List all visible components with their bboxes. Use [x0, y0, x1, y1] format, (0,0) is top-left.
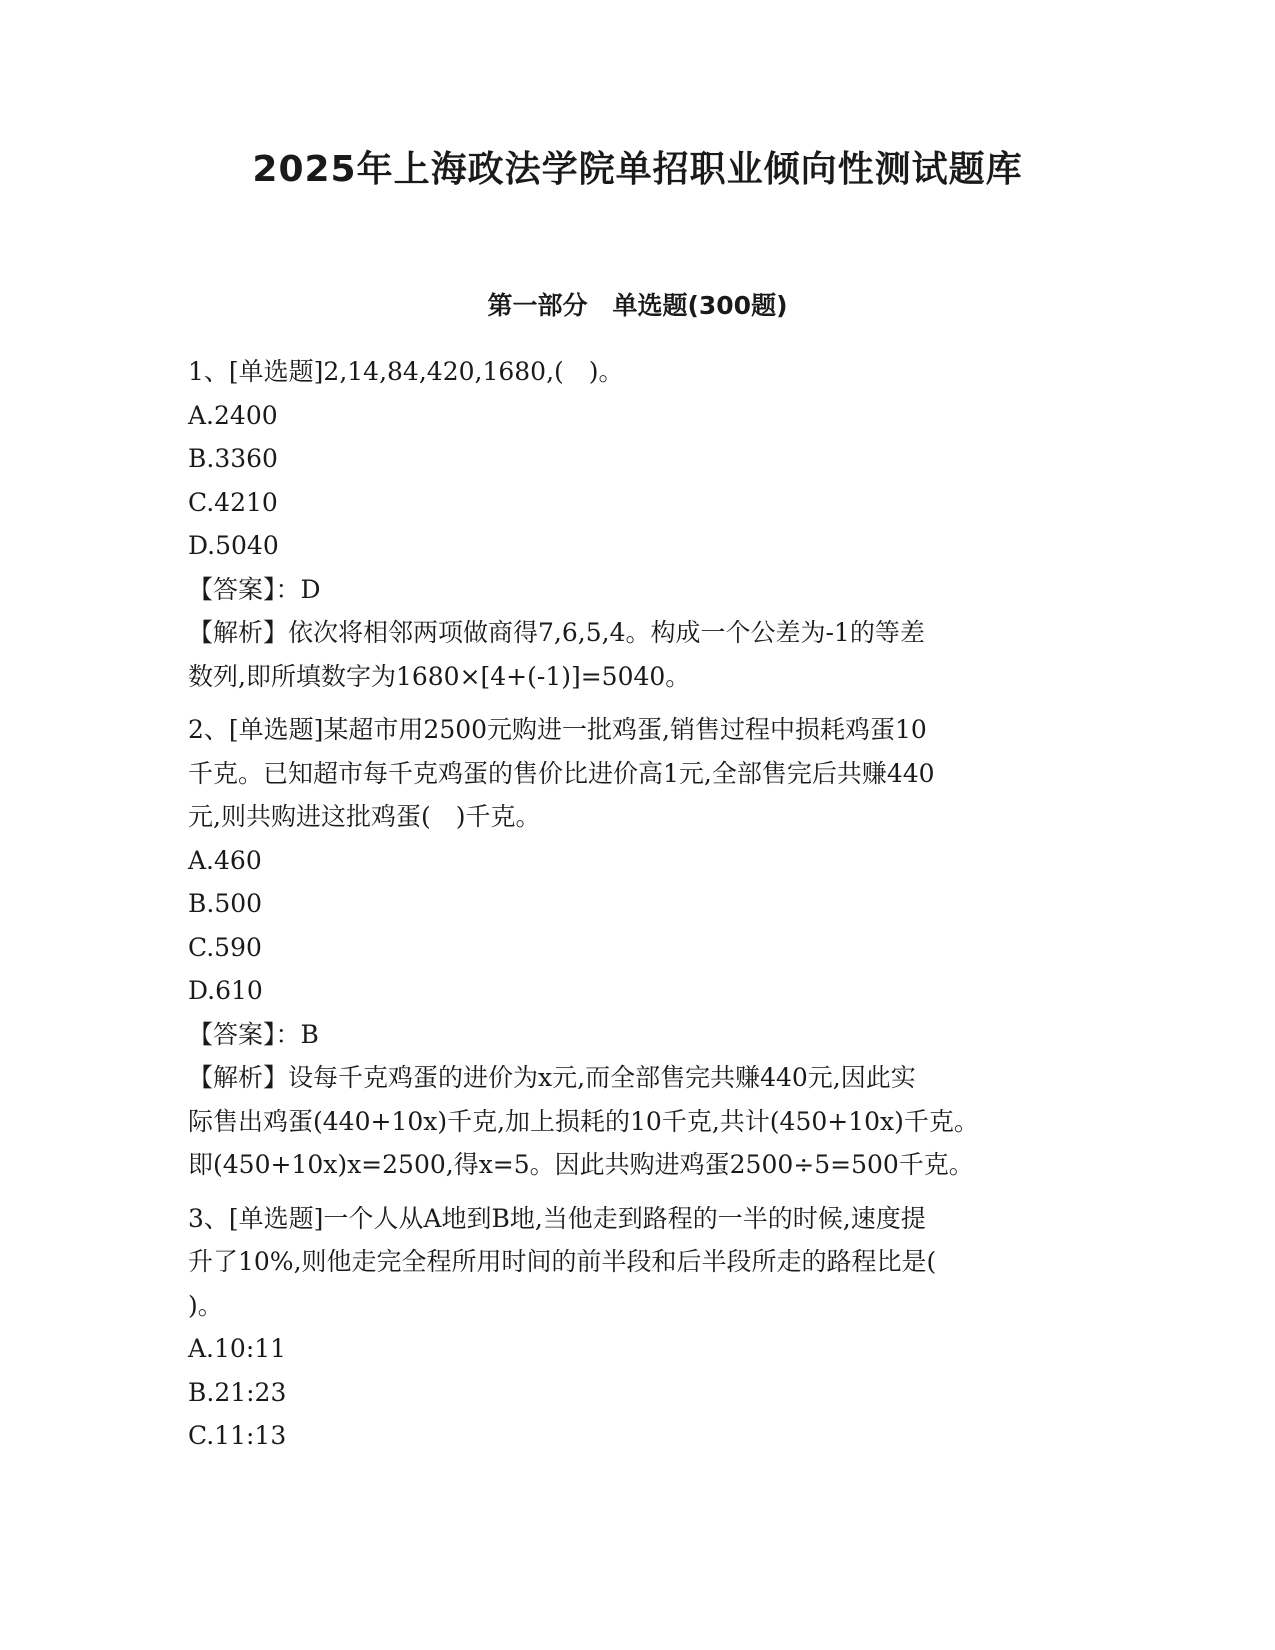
analysis-line	[188, 611, 1088, 655]
option-a: A.10:11	[188, 1334, 287, 1363]
answer-value: ：B	[275, 1019, 319, 1049]
answer-line	[188, 568, 1088, 612]
question-1	[188, 350, 1088, 698]
option-a: A.460	[188, 845, 262, 875]
stem-line: 升了10%,则他走完全程所用时间的前半段和后半段所走的路程比是(	[188, 1247, 937, 1276]
option-c: C.590	[188, 932, 262, 962]
analysis-line: 即(450+10x)x=2500,得x=5。因此共购进鸡蛋2500÷5=500千克。	[188, 1150, 974, 1179]
answer-value: ：D	[275, 574, 321, 604]
analysis-label: 【解析】	[188, 618, 289, 647]
section-title: 第一部分 单选题(300题)	[487, 291, 788, 320]
stem-line: 2、[单选题]某超市用2500元购进一批鸡蛋,销售过程中损耗鸡蛋10	[188, 715, 927, 744]
question-stem	[188, 1197, 1088, 1328]
analysis-text: 依次将相邻两项做商得7,6,5,4。构成一个公差为-1的等差	[288, 618, 925, 647]
option-list	[188, 839, 1088, 1013]
analysis	[188, 1056, 1088, 1187]
answer-label: 【答案】	[188, 574, 276, 604]
option-list	[188, 1327, 1088, 1458]
option-a: A.2400	[188, 400, 278, 430]
analysis	[188, 611, 1088, 698]
stem-line: )。	[188, 1290, 223, 1320]
option-b: B.500	[188, 889, 263, 918]
analysis-line: 际售出鸡蛋(440+10x)千克,加上损耗的10千克,共计(450+10x)千克。	[188, 1106, 979, 1136]
question-2	[188, 708, 1088, 1187]
document-title: 2025年上海政法学院单招职业倾向性测试题库	[252, 149, 1023, 190]
question-list	[188, 350, 1088, 1468]
option-d: D.610	[188, 976, 263, 1005]
stem-line: 1、[单选题]2,14,84,420,1680,( )。	[188, 357, 624, 386]
question-3	[188, 1197, 1088, 1458]
option-list	[188, 394, 1088, 568]
stem-line: 元,则共购进这批鸡蛋( )千克。	[188, 802, 541, 831]
option-b: B.21:23	[188, 1377, 287, 1407]
stem-line: 千克。已知超市每千克鸡蛋的售价比进价高1元,全部售完后共赚440	[188, 758, 935, 788]
analysis-line: 数列,即所填数字为1680×[4+(-1)]=5040。	[188, 661, 691, 691]
analysis-line	[188, 1056, 1088, 1100]
answer-label: 【答案】	[188, 1019, 276, 1049]
analysis-label: 【解析】	[188, 1063, 289, 1092]
question-stem	[188, 708, 1088, 839]
option-c: C.4210	[188, 487, 278, 517]
option-b: B.3360	[188, 444, 278, 473]
analysis-text: 设每千克鸡蛋的进价为x元,而全部售完共赚440元,因此实	[288, 1063, 916, 1092]
question-stem	[188, 350, 1088, 394]
option-c: C.11:13	[188, 1421, 287, 1450]
stem-line: 3、[单选题]一个人从A地到B地,当他走到路程的一半的时候,速度提	[188, 1203, 926, 1233]
answer-line	[188, 1013, 1088, 1057]
option-d: D.5040	[188, 531, 279, 560]
